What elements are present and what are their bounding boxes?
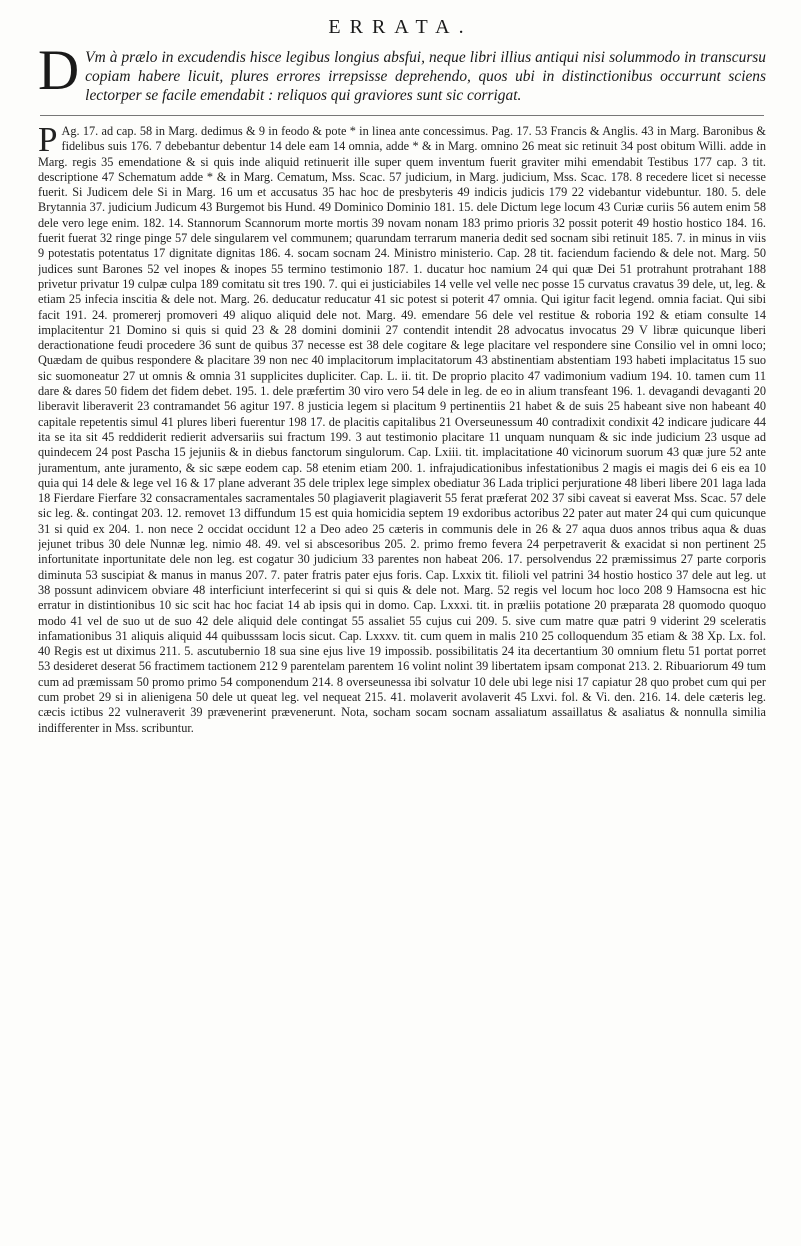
errata-heading: ERRATA. (328, 16, 473, 38)
errata-drop-cap: P (38, 124, 58, 159)
intro-paragraph (38, 39, 766, 105)
errata-list (38, 124, 766, 904)
intro-drop-cap: D (38, 39, 80, 102)
errata-text: Ag. 17. ad cap. 58 in Marg. dedimus & 9 in feodo & pote * in linea ante concessimus. Pag. 17. 53 Francis & Anglis. 43 in Marg. Baronibus & fidelibus suis 176. 7 debebantur debentur 14 dele eam 14 omnia, adde * & in Marg. omnino 26 meat sic retinuit 34 post obitum Willi. adde in Marg. regis 35 emendatione & si quis inde aliquid retinuerit ille super quem inventum fuerit graviter mihi emendabit Testibus 177 cap. 3 tit. descriptione 47 Schematum adde * & in Marg. Cematum, Mss. Scac. 57 judicium, in Marg. judicium, Mss. Scac. 178. 8 recedere licet si necesse fuerit. Si Judicem dele Si in Marg. 16 um et accusatus 35 hac hoc de presbyteris 49 indicis judicis 179 22 videbantur videbuntur. 180. 5. dele Brytannia 37. judicium Judicum 43 Burgemot bis Hund. 49 Dominico Dominio 181. 15. dele Dictum lege locum 43 Curiæ curiis 56 autem enim 58 dele vero lege enim. 182. 14. Stannorum Scannorum morte mortis 39 novam nonam 183 primo prioris 32 possit poterit 49 hostio hostico 184. 16. fuerit fuerat 32 ringe pinge 57 dele singularem vel communem; quarundam terrarum maneria dedit sed socnam sibi retinuit 185. 7. in minus in viis 9 potestatis potentatus 17 dignitate dignitas 186. 4. socam socnam 24. Ministro ministerio. Cap. 28 tit. faciendum faciendo & dele not. Marg. 50 judices sunt Barones 52 vel inopes & inopes 55 termino testimonio 187. 1. ducatur hoc namium 24 qui quæ Dei 51 protrahunt protrahant 188 privetur privatur 19 culpæ culpa 189 comitatu sit tres 190. 7. qui ei justiciabiles 14 velle vel velle nec posse 15 curvatus cravatus 39 dele, ut, leg. & etiam 25 infecia inscitia & dele not. Marg. 26. deducatur reducatur 41 sic potest si poterit 47 omnia. Qui igitur facit legend. omnia faciat. Qui sibi facit 191. 24. promererj promoveri 49 aliquo aliquid dele not. Marg. 49. emendare 56 dele vel restitue & roboria 192 & etiam consulte 14 implacitentur 21 Domino si quis si quid 23 & 28 domini dominii 27 contendit intendit 28 advocatus invocatus 29 V libræ quicunque liberi deractionatione feudi procedere 36 sunt de quibus 37 necesse est 38 dele cogitare & lege placitare vel respondere sine Consilio vel in omni loco; Quædam de quibus respondere & placitare 39 non nec 40 implacitorum implacitatorum 43 abstinentiam abstentiam 193 habeti implacitatus 15 suo sic suomoneatur 27 ut omnis & omnia 31 supplicites dupliciter. Cap. L. ii. tit. De proprio placito 47 vadimonium vadium 194. 10. tamen cum 11 dare & dares 50 fidem det fidem debet. 195. 1. dele præfertim 30 viro vero 54 dele in leg. de eo in alium transfeant 196. 1. devagandi devaganti 20 liberavit liberaverit 23 contramandet 56 agitur 197. 8 justicia legem si placitum 9 pertinentiis 21 habet & de suis 25 habeant sive non habeant 40 capitale repetentis simul 41 plures liberi fuerentur 198 17. de placitis capitalibus 21 Overseunessum 40 contradixit condixit 42 indicare judicare 44 ita se ita sit 45 reddiderit redierit adversariis sui fractum 199. 3 aut testimonio placitare 11 unquam nunquam & sic inde judicium 23 usque ad quindecem 24 post Pascha 15 jejuniis & in diebus fanctorum singulorum. Cap. Lxiii. tit. implacitatione 40 vicinorum suorum 43 quæ jure 52 ante juramentum, ante juramento, & sic sæpe eodem cap. 58 etenim etiam 200. 1. infrajudicationibus infestationibus 2 magis ei magis dei 6 eis ea 10 quia qui 14 dele & lege vel 16 & 17 plane adverant 35 dele triplex lege simplex obediatur 36 Lada triplici perjuratione 48 liberi libere 201 laga lada 18 Fierdare Fierfare 32 consacramentales sacramentales 50 plagiaverit plagiaverit 55 ferat præferat 202 37 sibi caveat si eaverat Mss. Scac. 57 dele sic leg. &. contingat 203. 12. removet 13 diffundum 15 est quia homicidia septem 19 exdoribus actoribus 22 pater aut mater 24 qui cum quicunque 31 si quid ex 204. 1. non nece 2 occidat occidunt 12 a Deo adeo 25 cæteris in communis dele in 26 & 27 aqua duos annos tribus aqua & duas jejunet tribus 30 dele Nunnæ leg. nimio 48. 49. vel si abscesoribus 205. 2. primo fremo fevera 24 perpetraverit & exacidat si non pertinent 25 infortunitate inportunitate dele non leg. est cogatur 30 judicium 33 parentes non habeat 206. 17. persolvendus 22 præmissimus 27 parte corporis diminuta 53 suscipiat & manus in manus 207. 7. pater fratris pater ejus foris. Cap. Lxxix tit. filioli vel patrini 34 hostio hostico 37 dele aut leg. ut 38 possunt adinvicem obviare 48 interficiunt interfecerint si qui si quis & dele not. Marg. 52 regis vel locum hoc loco 208 9 Hamsocna est hic erratur in distintionibus 10 sic scit hac hoc faciat 14 ab ipsis qui in domo. Cap. Lxxxi. tit. in præliis potatione 20 præparata 28 quomodo quoquo modo 41 vel de suo ut de suo 42 dele aliquid dele contingat 55 assaliet 55 cujus cui 209. 5. sive cum matre quæ patri 9 viderint 29 sceleratis infamationibus 31 aliquis aliquid 44 quibusssam locis sicut. Cap. Lxxxv. tit. cum quem in malis 210 25 colloquendum 35 etiam & 38 Xp. Lx. fol. 40 Regis est ut diximus 211. 5. ascutubernio 18 sua sine ejus live 19 impossib. possibilitatis 24 ita decertantium 30 omnium fletu 51 portat porret 53 desideret deserat 56 fractimem tactionem 212 9 parentelam parentem 16 volint nolint 39 libertatem ipsam componat 213. 2. Ribuariorum 49 tum cum ad præmissam 50 promo primo 54 componendum 214. 8 overseunessa ibi solvatur 10 dele ubi lege nisi 17 capiatur 28 quo probet cum qui per cum probet 29 si in alienigena 50 dele ut queat leg. vel nequeat 215. 41. molaverit avolaverit 45 Lxvi. fol. & Vi. den. 216. 14. dele cæteris leg. cæcis ictibus 22 vulneraverit 39 prævenerint prævenerunt. (38, 124, 766, 720)
errata-nota: Nota, socham socam socnam assaliatum assaillatus & asaliatus & nonnulla similia indifferenter in Mss. scribuntur. (38, 705, 766, 735)
section-divider (40, 115, 764, 116)
intro-text: Vm à prælo in excudendis hisce legibus longius absfui, neque libri illius antiqui nisi solummodo in transcursu copiam habere licuit, plures errores irrepsisse deprehendo, quos ubi in distinctionibus occurrunt sciens lectorper se facile emendabit : reliquos qui graviores sunt sic corrigat. (85, 49, 766, 104)
